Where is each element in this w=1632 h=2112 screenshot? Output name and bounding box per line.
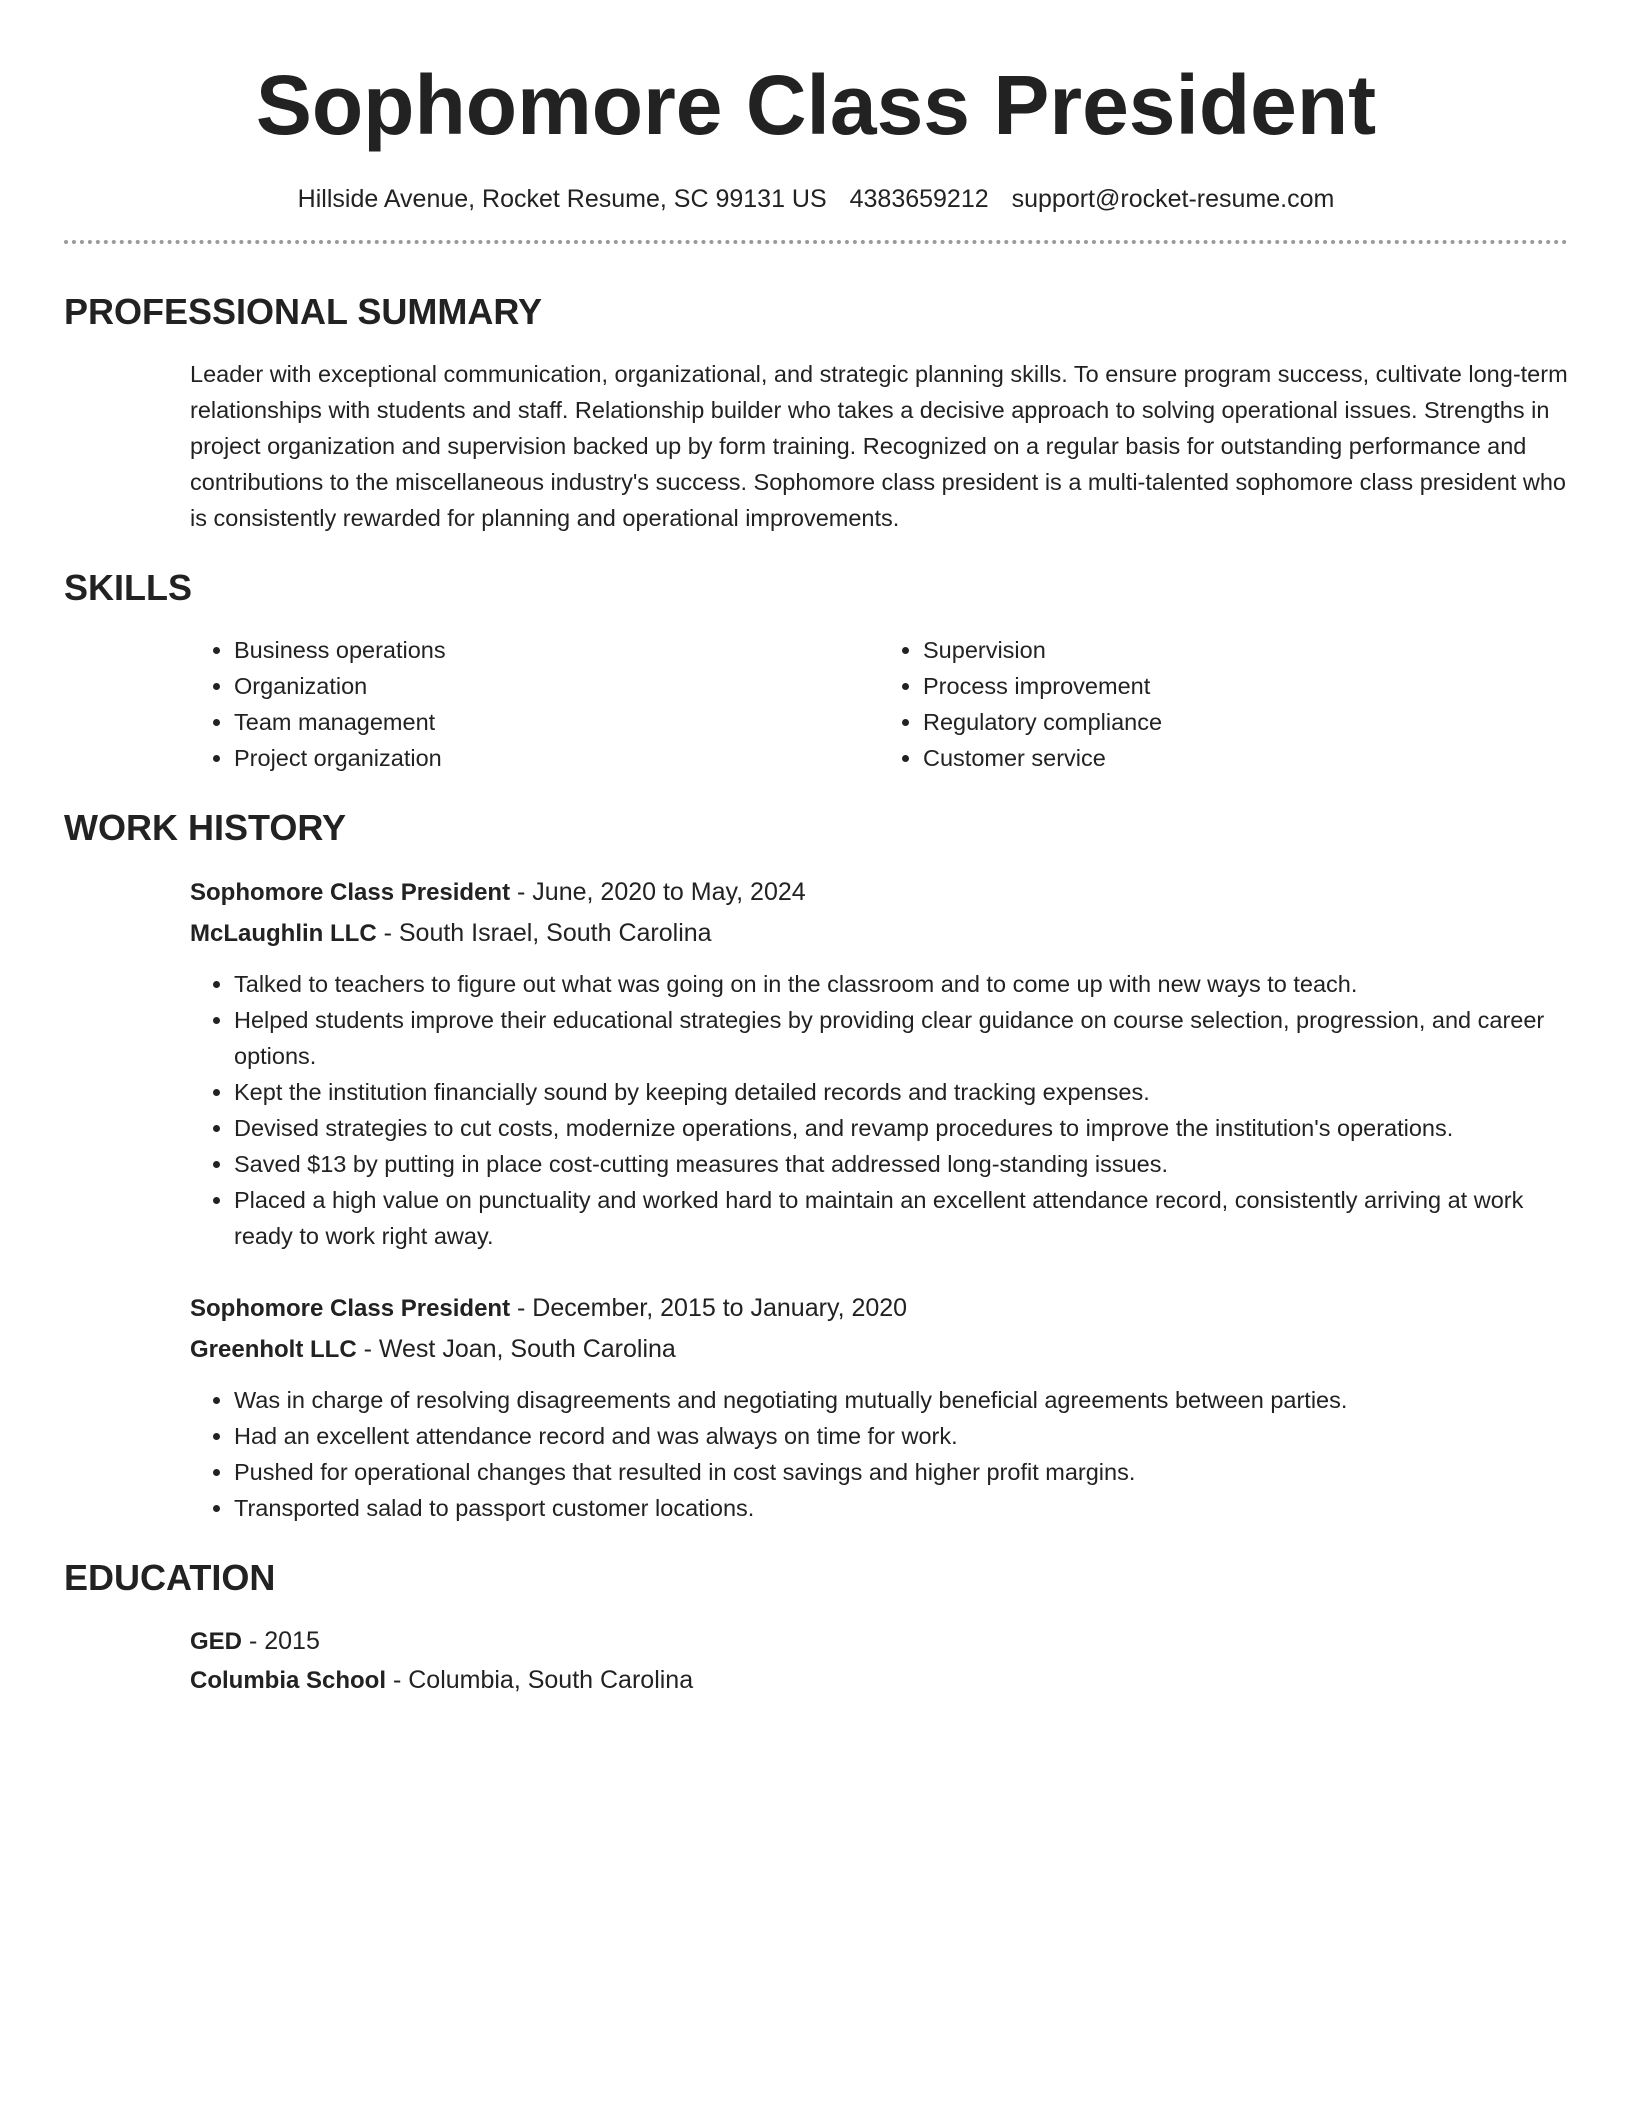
skills-column-right [879, 632, 1568, 776]
skill-item: • Process improvement [923, 668, 1568, 704]
skills-heading: SKILLS [64, 567, 193, 608]
job-bullet: • Transported salad to passport customer locations. [234, 1490, 1568, 1526]
education-body [64, 1622, 1568, 1700]
skills-column-left [190, 632, 879, 776]
job-role: Sophomore Class President [190, 1295, 511, 1322]
skill-item: • Team management [234, 704, 879, 740]
job-entry [190, 1288, 1568, 1526]
job-bullet: • Saved $13 by putting in place cost-cutting measures that addressed long-standing issues. [234, 1146, 1568, 1182]
job-bullet: • Helped students improve their educational strategies by providing clear guidance on course selection, progression, and career options. [234, 1002, 1568, 1074]
contact-line [64, 182, 1568, 216]
job-title-line [190, 872, 1568, 913]
job-bullet: • Was in charge of resolving disagreements and negotiating mutually beneficial agreements between parties. [234, 1382, 1568, 1418]
job-location: - West Joan, South Carolina [356, 1335, 676, 1363]
resume-header [64, 0, 1568, 216]
job-bullet: • Pushed for operational changes that resulted in cost savings and higher profit margins. [234, 1454, 1568, 1490]
job-company-line [190, 913, 1568, 954]
job-bullet: • Kept the institution financially sound by keeping detailed records and tracking expenses. [234, 1074, 1568, 1110]
job-dates: - June, 2020 to May, 2024 [510, 878, 806, 906]
summary-text: Leader with exceptional communication, organizational, and strategic planning skills. To ensure program success, cultivate long-term relationships with students and staff. Relationship builder who takes a decisive approach to solving operational issues. Strengths in project organization and supervision backed up by form training. Recognized on a regular basis for outstanding performance and contributions to the miscellaneous industry's success. Sophomore class president is a multi-talented sophomore class president who is consistently rewarded for planning and operational improvements. [190, 361, 1568, 531]
work-history-heading: WORK HISTORY [64, 807, 347, 848]
job-entry [190, 872, 1568, 1254]
education-section [64, 1556, 1568, 1700]
job-bullet: • Had an excellent attendance record and was always on time for work. [234, 1418, 1568, 1454]
skills-section [64, 566, 1568, 776]
skill-item: • Supervision [923, 632, 1568, 668]
job-role: Sophomore Class President [190, 879, 511, 906]
job-bullets [190, 1382, 1568, 1526]
job-bullet: • Devised strategies to cut costs, modernize operations, and revamp procedures to improve the institution's operations. [234, 1110, 1568, 1146]
education-school: Columbia School [190, 1667, 387, 1694]
job-bullet: • Placed a high value on punctuality and worked hard to maintain an excellent attendance record, consistently arriving at work ready to work right away. [234, 1182, 1568, 1254]
education-heading: EDUCATION [64, 1557, 276, 1598]
education-location: - Columbia, South Carolina [386, 1666, 694, 1694]
skills-grid [64, 632, 1568, 776]
contact-email: support@rocket-resume.com [1011, 185, 1335, 213]
education-degree: GED [190, 1628, 243, 1655]
education-school-line [190, 1661, 1568, 1700]
education-year: - 2015 [242, 1627, 320, 1655]
work-history-body [64, 872, 1568, 1526]
job-company-line [190, 1329, 1568, 1370]
skill-item: • Business operations [234, 632, 879, 668]
contact-address: Hillside Avenue, Rocket Resume, SC 99131 US [297, 185, 827, 213]
job-title-line [190, 1288, 1568, 1329]
skill-item: • Organization [234, 668, 879, 704]
skill-item: • Project organization [234, 740, 879, 776]
job-bullets [190, 966, 1568, 1254]
job-dates: - December, 2015 to January, 2020 [510, 1294, 908, 1322]
education-degree-line [190, 1622, 1568, 1661]
work-history-section [64, 806, 1568, 1526]
header-divider [64, 240, 1568, 244]
summary-heading: PROFESSIONAL SUMMARY [64, 291, 543, 332]
job-bullet: • Talked to teachers to figure out what was going on in the classroom and to come up with new ways to teach. [234, 966, 1568, 1002]
job-location: - South Israel, South Carolina [376, 919, 712, 947]
candidate-name: Sophomore Class President [255, 58, 1377, 152]
job-company: McLaughlin LLC [190, 920, 377, 947]
contact-phone: 4383659212 [849, 185, 989, 213]
summary-body [64, 356, 1568, 536]
job-company: Greenholt LLC [190, 1336, 357, 1363]
skill-item: • Regulatory compliance [923, 704, 1568, 740]
summary-section [64, 290, 1568, 536]
skill-item: • Customer service [923, 740, 1568, 776]
